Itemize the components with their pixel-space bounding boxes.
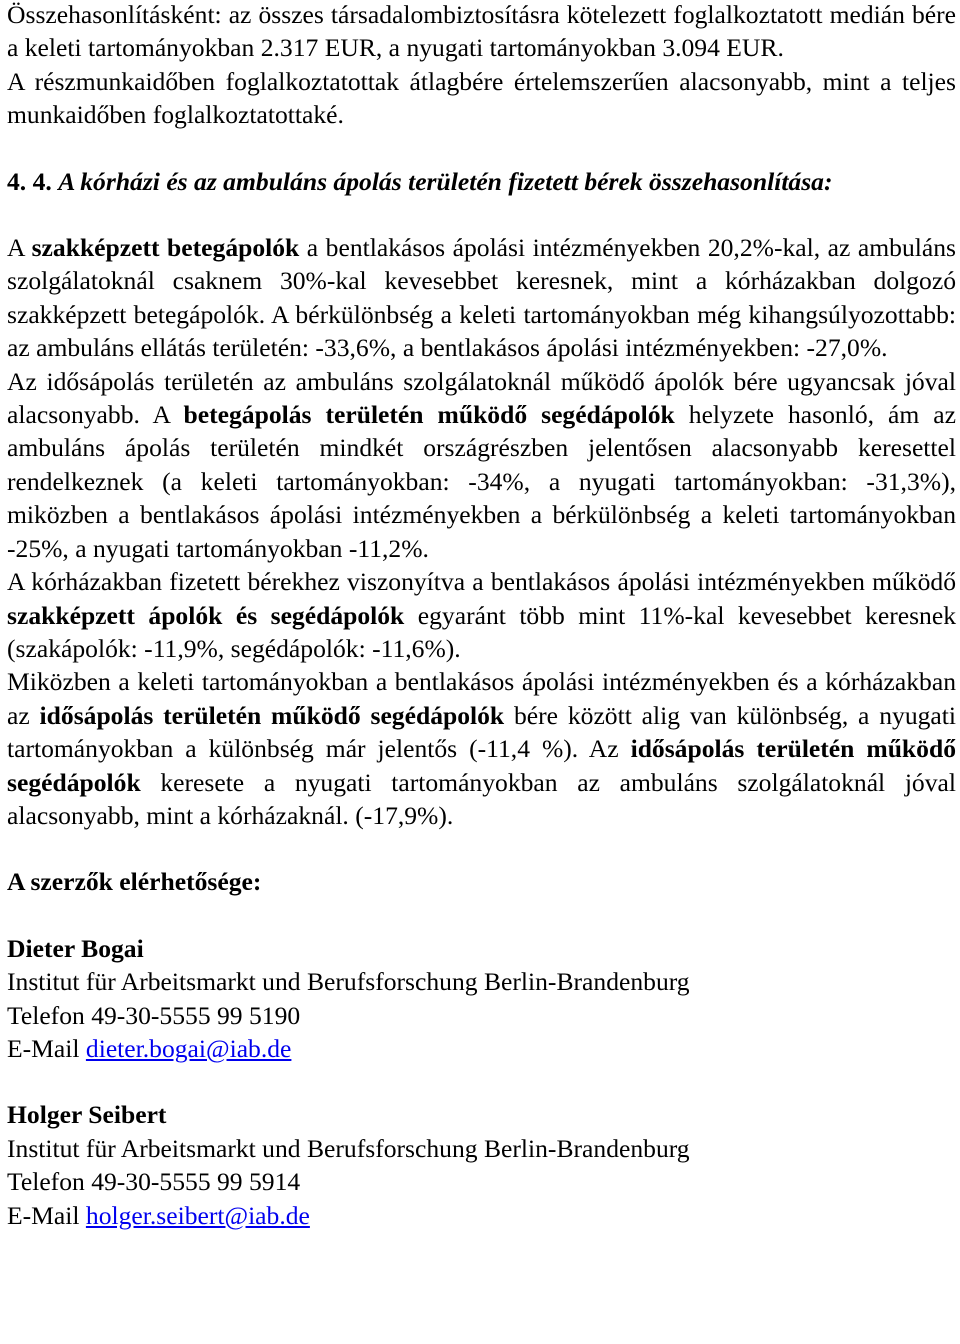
contacts-heading-text: A szerzők elérhetősége:: [7, 867, 262, 897]
section-heading: [7, 165, 956, 198]
author-contact-card: [7, 932, 956, 1066]
author-email-line: [7, 1032, 956, 1065]
author-name-text: Holger Seibert: [7, 1100, 167, 1130]
emphasis-text: betegápolás területén működő segédápolók: [183, 400, 675, 430]
body-paragraph-1: [7, 231, 956, 365]
text-run: keresete a nyugati tartományokban az ambuláns szolgálatoknál jóval alacsonyabb, mint a kórházaknál. (-17,9%).: [7, 767, 956, 830]
author-name: [7, 1098, 956, 1131]
author-phone: Telefon 49-30-5555 99 5914: [7, 1167, 301, 1197]
body-paragraph-2: [7, 365, 956, 565]
spacer: [7, 832, 956, 865]
spacer: [7, 198, 956, 231]
email-label: E-Mail: [7, 1033, 86, 1063]
author-phone: Telefon 49-30-5555 99 5190: [7, 1000, 301, 1030]
author-name-text: Dieter Bogai: [7, 933, 144, 963]
author-contact-card: [7, 1098, 956, 1232]
text-run: egyaránt több mint 11%-kal kevesebbet keresnek (szakápolók: -11,9%, segédápolók: -11,6%).: [7, 600, 956, 663]
section-number: 4. 4.: [7, 166, 52, 196]
body-paragraph-3: [7, 565, 956, 665]
spacer: [7, 132, 956, 165]
body-paragraph-4: [7, 665, 956, 832]
spacer: [7, 1065, 956, 1098]
text-run: a bentlakásos ápolási intézményekben 20,2%-kal, az ambuláns szolgálatoknál csaknem 30%-kal kevesebbet keresnek, mint a kórházakban dolgozó szakképzett betegápolók. A bérkülönbség a keleti tartományokban még kihangsúlyozottabb: az ambuláns ellátás területén: -33,6%, a bentlakásos ápolási intézményekben: -27,0%.: [7, 233, 956, 363]
text-run: helyzete hasonló, ám az ambuláns ápolás területén mindkét országrészben jelentősen alacsonyabb keresettel rendelkeznek (a keleti tartományokban: -34%, a nyugati tartományokban: -31,3%), miközben a bentlakásos ápolási intézményekben a bérkülönbség a keleti tartományokban -25%, a nyugati tartományokban -11,2%.: [7, 400, 956, 563]
text-run: Miközben a keleti tartományokban a bentlakásos ápolási intézményekben és a kórházakban az: [7, 667, 956, 730]
author-email-link[interactable]: dieter.bogai@iab.de: [85, 1033, 292, 1063]
emphasis-text: szakképzett betegápolók: [31, 233, 300, 263]
text-run: A: [7, 233, 32, 263]
author-email-link[interactable]: holger.seibert@iab.de: [85, 1200, 310, 1230]
section-title: A kórházi és az ambuláns ápolás területén fizetett bérek összehasonlítása:: [58, 166, 833, 196]
spacer: [7, 899, 956, 932]
intro-paragraph-median-wages: Összehasonlításként: az összes társadalombiztosításra kötelezett foglalkoztatott medián bére a keleti tartományokban 2.317 EUR, a nyugati tartományokban 3.094 EUR.: [7, 0, 956, 63]
contacts-heading: [7, 865, 956, 898]
author-email-line: [7, 1199, 956, 1232]
intro-paragraph-part-time: A részmunkaidőben foglalkoztatottak átlagbére értelemszerűen alacsonyabb, mint a teljes munkaidőben foglalkoztatottaké.: [7, 66, 956, 130]
emphasis-text: idősápolás területén működő segédápolók: [7, 734, 956, 797]
email-label: E-Mail: [7, 1200, 86, 1230]
emphasis-text: szakképzett ápolók és segédápolók: [7, 600, 405, 630]
author-institute: Institut für Arbeitsmarkt und Berufsforschung Berlin-Brandenburg: [7, 967, 690, 997]
author-name: [7, 932, 956, 965]
emphasis-text: idősápolás területén működő segédápolók: [39, 700, 505, 730]
author-institute: Institut für Arbeitsmarkt und Berufsforschung Berlin-Brandenburg: [7, 1133, 690, 1163]
text-run: A kórházakban fizetett bérekhez viszonyítva a bentlakásos ápolási intézményekben működő: [7, 567, 956, 597]
text-run: Az idősápolás területén az ambuláns szolgálatoknál működő ápolók bére ugyancsak jóval alacsonyabb. A: [7, 366, 956, 430]
text-run: bére között alig van különbség, a nyugati tartományokban a különbség már jelentős (-11,4 %). Az: [7, 700, 956, 764]
